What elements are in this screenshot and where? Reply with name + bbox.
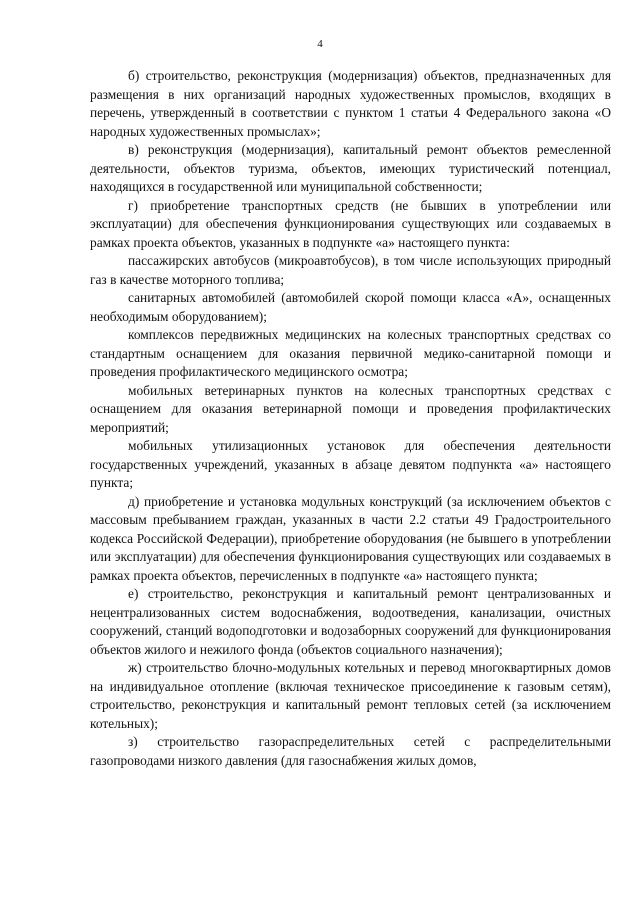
paragraph-g-medical-complexes: комплексов передвижных медицинских на колесных транспортных средствах со стандартным оснащением для оказания первичной медико-санитарной помощи и проведения профилактического медицинского осмотра; — [90, 327, 611, 379]
paragraph-d: д) приобретение и установка модульных конструкций (за исключением объектов с массовым пребыванием граждан, указанных в части 2.2 статьи 49 Градостроительного кодекса Российской Федерации), приобретение оборудования (не бывшего в употреблении или эксплуатации) для обеспечения функционирования существующих или создаваемых в рамках проекта объектов, перечисленных в подпункте «а» настоящего пункта; — [90, 493, 611, 583]
paragraph-g: г) приобретение транспортных средств (не бывших в употреблении или эксплуатации) для обеспечения функционирования существующих или создаваемых в рамках проекта объектов, указанных в подпункте «а» настоящего пункта: — [90, 197, 611, 250]
paragraph-g-utilization-units: мобильных утилизационных установок для обеспечения деятельности государственных учреждений, указанных в абзаце девятом подпункта «а» настоящего пункта; — [90, 438, 611, 490]
paragraph-v: в) реконструкция (модернизация), капитальный ремонт объектов ремесленной деятельности, объектов туризма, объектов, имеющих туристический потенциал, находящихся в государственной или муниципальной собственности; — [90, 142, 611, 194]
paragraph-b: б) строительство, реконструкция (модернизация) объектов, предназначенных для размещения в них организаций народных художественных промыслов, входящих в перечень, утвержденный в соответствии с пунктом 1 статьи 4 Федерального закона «О народных художественных промыслах»; — [90, 68, 611, 139]
paragraph-e: е) строительство, реконструкция и капитальный ремонт централизованных и нецентрализованных систем водоснабжения, водоотведения, канализации, очистных сооружений, станций водоподготовки и водозаборных сооружений для функционирования объектов жилого и нежилого фонда (объектов социального назначения); — [90, 586, 611, 657]
paragraph-g-ambulances: санитарных автомобилей (автомобилей скорой помощи класса «А», оснащенных необходимым оборудованием); — [90, 290, 611, 324]
paragraph-zh: ж) строительство блочно-модульных котельных и перевод многоквартирных домов на индивидуальное отопление (включая техническое присоединение к газовым сетям), строительство, реконструкция и капитальный ремонт тепловых сетей (за исключением котельных); — [90, 660, 611, 731]
page-number: 4 — [317, 38, 323, 50]
paragraph-z: з) строительство газораспределительных сетей с распределительными газопроводами низкого давления (для газоснабжения жилых домов, — [90, 734, 611, 768]
document-body — [90, 67, 611, 770]
paragraph-g-veterinary-points: мобильных ветеринарных пунктов на колесных транспортных средствах с оснащением для оказания ветеринарной помощи и проведения профилактических мероприятий; — [90, 382, 611, 435]
paragraph-g-buses: пассажирских автобусов (микроавтобусов), в том числе использующих природный газ в качестве моторного топлива; — [90, 253, 611, 287]
